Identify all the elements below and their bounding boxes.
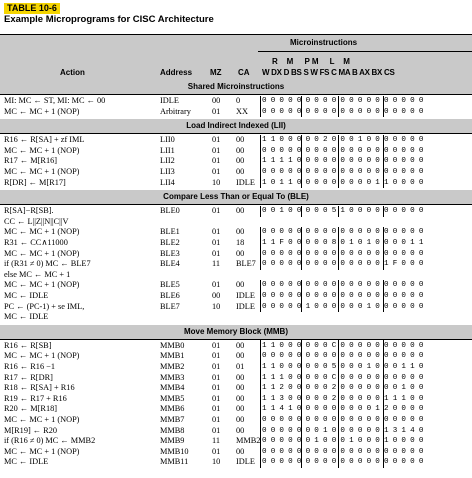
microinstruction-bits: 0 0 0 0 0 0 0 0 0 0 0 0 0 0 0 0 0 0 0 [262,352,424,361]
section-rule [0,94,472,95]
header-letters-top: R M P M L M [272,57,350,66]
address-cell: MMB6 [160,404,185,414]
action-cell: if (R31 ≠ 0) MC ← BLE7 [4,259,91,269]
ca-cell: 00 [236,206,245,216]
header-ca: CA [238,68,250,77]
action-cell: MC ← MC + 1 (NOP) [4,415,80,424]
mz-cell: 01 [212,227,221,237]
address-cell: BLE0 [160,206,180,216]
ca-cell: IDLE [236,457,255,467]
microinstruction-bits: 1 1 0 0 0 0 0 0 5 0 0 0 1 0 0 0 1 1 0 [262,363,424,371]
action-cell: MC ← MC + 1 (NOP) [4,446,80,456]
microinstruction-bits: 0 0 0 0 0 0 0 0 0 0 0 0 0 0 0 0 0 0 0 [262,281,424,290]
section-title: Compare Less Than or Equal To (BLE) [163,192,309,202]
section-rule [0,204,472,205]
action-cell: R19 ← R17 + R16 [4,393,67,403]
header-mz: MZ [210,68,222,77]
action-cell: MC ← MC + 1 (NOP) [4,145,80,155]
ca-cell: 00 [236,446,245,456]
action-cell: MC ← MC + 1 (NOP) [4,280,80,290]
microinstruction-bits: 1 1 1 0 0 0 0 0 C 0 0 0 0 0 0 0 0 0 0 [262,373,424,382]
microinstruction-bits: 0 0 0 0 0 0 0 1 0 0 0 0 0 0 1 3 1 4 0 [262,426,424,435]
address-cell: BLE2 [160,238,180,247]
microinstruction-bits: 0 0 0 0 0 0 0 0 0 0 0 0 0 0 0 0 0 0 0 [262,107,424,116]
mz-cell: 11 [212,259,220,269]
address-cell: MMB3 [160,372,185,382]
mz-cell: 01 [212,351,221,361]
address-cell: MMB2 [160,362,185,371]
mz-cell: 01 [212,362,221,371]
address-cell: BLE4 [160,259,180,269]
microinstruction-bits: 0 0 0 0 0 0 0 0 0 0 0 0 0 0 1 F 0 0 0 [262,260,424,269]
ca-cell: 00 [236,227,245,237]
address-cell: BLE7 [160,301,180,311]
address-cell: LII4 [160,177,175,187]
microinstruction-bits: 0 0 0 0 0 0 0 0 0 0 0 0 0 0 0 0 0 0 0 [262,97,424,105]
mz-cell: 01 [212,415,221,424]
address-cell: MMB8 [160,425,185,435]
mz-cell: 00 [212,291,221,300]
ca-cell: 00 [236,425,245,435]
section-title: Load Indirect Indexed (LII) [186,121,286,131]
mz-cell: 01 [212,383,221,393]
action-cell: M[R19] ← R20 [4,425,58,435]
microinstruction-bits: 1 1 3 0 0 0 0 0 2 0 0 0 0 0 1 1 1 0 0 [262,394,424,403]
ca-cell: 0 [236,96,241,105]
address-cell: LII1 [160,145,175,155]
mz-cell: 01 [212,238,221,247]
mz-cell: 10 [212,177,221,187]
section-rule [0,133,472,134]
header-address: Address [160,68,193,77]
microinstruction-bits: 1 1 0 0 0 0 0 0 C 0 0 0 0 0 0 0 0 0 0 [262,341,424,350]
microinstruction-bits: 1 1 F 0 0 0 0 0 8 0 1 0 1 0 0 0 0 1 1 [262,239,424,247]
ca-cell: 00 [236,156,245,166]
action-cell: R16 ← R16 −1 [4,362,56,371]
mz-cell: 01 [212,425,221,435]
ca-cell: 01 [236,362,245,371]
microinstruction-bits: 0 0 0 0 0 0 1 0 0 0 1 0 0 0 1 0 0 0 0 [262,437,424,446]
address-cell: BLE3 [160,248,180,258]
address-cell: MMB4 [160,383,185,393]
ca-cell: IDLE [236,177,255,187]
mz-cell: 01 [212,248,221,258]
address-cell: LII2 [160,156,175,166]
action-cell: MI: MC ← ST, MI: MC ← 00 [4,96,106,105]
ca-cell: MMB2 [236,436,261,446]
ca-cell: 00 [236,340,245,350]
mz-cell: 01 [212,404,221,414]
microinstruction-bits: 0 0 0 0 0 0 0 0 0 0 0 0 0 0 0 0 0 0 0 [262,249,424,258]
address-cell: MMB11 [160,457,189,467]
rule-top [0,34,472,35]
ca-cell: 18 [236,238,245,247]
microinstruction-bits: 0 0 0 0 0 0 0 0 0 0 0 0 0 0 0 0 0 0 0 [262,292,424,300]
mz-cell: 01 [212,156,221,166]
ca-cell: 00 [236,393,245,403]
microinstruction-bits: 1 1 4 1 0 0 0 0 0 0 0 0 0 1 2 0 0 0 0 [262,405,424,414]
section-rule [0,339,472,340]
header-action: Action [60,68,85,77]
microinstruction-bits: 0 0 0 0 0 0 0 0 0 0 0 0 0 0 0 0 0 0 0 [262,447,424,456]
mz-cell: 01 [212,167,221,176]
ca-cell: 00 [236,280,245,290]
action-cell: R17 ← R[DR] [4,372,53,382]
table-title: Example Microprograms for CISC Architecture [4,14,214,25]
address-cell: MMB5 [160,393,185,403]
action-cell: CC ← L||Z||N||C||V [4,216,69,226]
mz-cell: 01 [212,135,221,145]
action-cell: R31 ← CC∧11000 [4,238,68,247]
action-cell: MC ← IDLE [4,291,49,300]
microinstruction-bits: 0 0 0 0 0 0 0 0 0 0 0 0 0 0 0 0 0 0 0 [262,146,424,155]
action-cell: if (R16 ≠ 0) MC ← MMB2 [4,436,96,446]
ca-cell: 00 [236,415,245,424]
mz-cell: 11 [212,436,220,446]
microinstruction-bits: 0 0 0 0 0 0 0 0 0 0 0 0 0 0 0 0 0 0 0 [262,228,424,237]
mz-cell: 01 [212,145,221,155]
ca-cell: 00 [236,404,245,414]
action-cell: R17 ← M[R16] [4,156,58,166]
action-cell: MC ← MC + 1 (NOP) [4,351,80,361]
action-cell: PC ← (PC-1) + se IML, [4,301,85,311]
microinstruction-bits: 1 1 2 0 0 0 0 0 2 0 0 0 0 0 0 0 1 0 0 [262,384,424,393]
action-cell: R16 ← R[SB] [4,340,52,350]
address-cell: BLE5 [160,280,180,290]
ca-cell: 00 [236,248,245,258]
address-cell: MMB9 [160,436,185,446]
address-cell: LII3 [160,167,175,176]
mz-cell: 00 [212,96,221,105]
ca-cell: IDLE [236,301,255,311]
action-cell: MC ← MC + 1 (NOP) [4,106,80,116]
action-cell: MC ← MC + 1 (NOP) [4,167,80,176]
address-cell: MMB7 [160,415,185,424]
header-microinstructions: Microinstructions [290,38,358,47]
action-cell: MC ← MC + 1 (NOP) [4,227,80,237]
microinstruction-bits: 0 0 0 0 0 0 0 0 0 0 0 0 0 0 0 0 0 0 0 [262,168,424,176]
action-cell: MC ← MC + 1 (NOP) [4,248,80,258]
ca-cell: 00 [236,383,245,393]
address-cell: MMB10 [160,446,189,456]
microinstruction-bits: 0 0 0 0 0 1 0 0 0 0 0 0 1 0 0 0 0 0 0 [262,302,424,311]
address-cell: BLE1 [160,227,180,237]
address-cell: MMB0 [160,340,185,350]
mz-cell: 10 [212,301,221,311]
microinstruction-bits: 1 1 0 0 0 0 0 2 0 0 0 1 0 0 0 0 0 0 0 [262,136,424,145]
section-title: Shared Microinstructions [187,82,285,91]
rule-group [258,51,472,52]
microinstruction-bits: 0 0 0 0 0 0 0 0 0 0 0 0 0 0 0 0 0 0 0 [262,416,424,424]
mz-cell: 10 [212,457,221,467]
ca-cell: 00 [236,372,245,382]
mz-cell: 01 [212,106,221,116]
action-cell: R18 ← R[SA] + R16 [4,383,75,393]
address-cell: BLE6 [160,291,180,300]
ca-cell: BLE7 [236,259,256,269]
microinstruction-bits: 0 0 0 0 0 0 0 0 0 0 0 0 0 0 0 0 0 0 0 [262,458,424,467]
address-cell: Arbitrary [160,106,191,116]
action-cell: R[DR] ← M[R17] [4,177,66,187]
address-cell: LII0 [160,135,175,145]
microinstruction-bits: 0 0 1 0 0 0 0 0 5 1 0 0 0 0 0 0 0 0 0 [262,207,424,216]
mz-cell: 01 [212,393,221,403]
ca-cell: 00 [236,145,245,155]
microinstruction-bits: 1 0 1 1 0 0 0 0 0 0 0 0 0 1 1 0 0 0 0 [262,178,424,187]
table-label: TABLE 10-6 [4,3,60,14]
action-cell: R16 ← R[SA] + zf IML [4,135,85,145]
address-cell: IDLE [160,96,179,105]
mz-cell: 01 [212,206,221,216]
action-cell: MC ← IDLE [4,457,49,467]
action-cell: R[SA]−R[SB]. [4,206,54,216]
action-cell: else MC ← MC + 1 [4,269,71,279]
action-cell: R20 ← M[R18] [4,404,58,414]
action-cell: MC ← IDLE [4,312,49,322]
mz-cell: 01 [212,340,221,350]
ca-cell: IDLE [236,291,255,300]
microinstruction-bits: 1 1 1 1 0 0 0 0 0 0 0 0 0 0 0 0 0 0 0 [262,157,424,166]
mz-cell: 01 [212,446,221,456]
ca-cell: 00 [236,135,245,145]
mz-cell: 01 [212,280,221,290]
mz-cell: 01 [212,372,221,382]
address-cell: MMB1 [160,351,185,361]
header-letters-bottom: W DX D BS S W FS C MA B AX BX CS [262,68,395,77]
ca-cell: 00 [236,351,245,361]
section-title: Move Memory Block (MMB) [183,326,288,336]
ca-cell: 00 [236,167,245,176]
ca-cell: XX [236,106,248,116]
